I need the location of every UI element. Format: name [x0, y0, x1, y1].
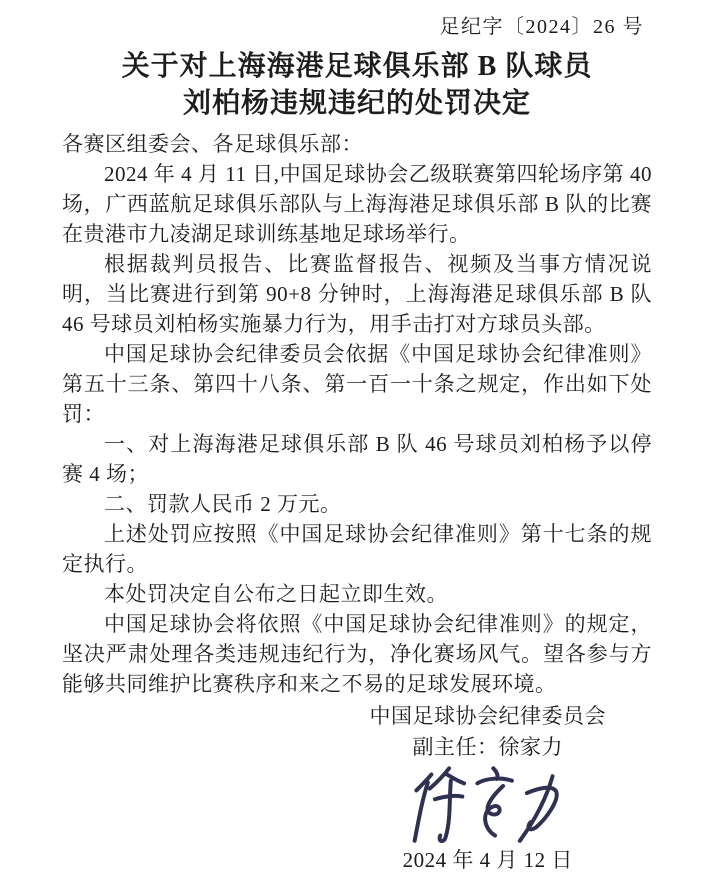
document-title-line2: 刘柏杨违规违纪的处罚决定 — [182, 88, 531, 119]
paragraph-effective-clause: 本处罚决定自公布之日起立即生效。 — [104, 582, 448, 606]
penalty-item-2: 二、罚款人民币 2 万元。 — [104, 492, 342, 516]
document-body — [62, 129, 652, 699]
handwritten-signature-icon — [393, 763, 583, 847]
signer-name-and-title: 副主任：徐家力 — [412, 735, 563, 759]
signature-block — [370, 702, 607, 874]
salutation: 各赛区组委会、各足球俱乐部： — [62, 132, 363, 156]
signature-strokes — [414, 768, 556, 841]
document-number: 足纪字〔2024〕26 号 — [439, 16, 644, 38]
document-title-line1: 关于对上海海港足球俱乐部 B 队球员 — [121, 51, 593, 82]
paragraph-incident-description: 根据裁判员报告、比赛监督报告、视频及当事方情况说明，当比赛进行到第 90+8 分钟时，上海海港足球俱乐部 B 队 46 号球员刘柏杨实施暴力行为，用手击打对方球员头部。 — [62, 252, 652, 336]
document-title — [62, 48, 652, 122]
paragraph-execution-clause: 上述处罚应按照《中国足球协会纪律准则》第十七条的规定执行。 — [62, 522, 652, 576]
paragraph-legal-basis: 中国足球协会纪律委员会依据《中国足球协会纪律准则》第五十三条、第四十八条、第一百一十条之规定，作出如下处罚： — [62, 342, 652, 426]
paragraph-closing-statement: 中国足球协会将依照《中国足球协会纪律准则》的规定，坚决严肃处理各类违规违纪行为，净化赛场风气。望各参与方能够共同维护比赛秩序和来之不易的足球发展环境。 — [62, 612, 652, 696]
paragraph-match-info: 2024 年 4 月 11 日,中国足球协会乙级联赛第四轮场序第 40 场，广西蓝航足球俱乐部队与上海海港足球俱乐部 B 队的比赛在贵港市九凌湖足球训练基地足球场举行。 — [62, 162, 652, 246]
signing-organization: 中国足球协会纪律委员会 — [369, 704, 606, 728]
document-date: 2024 年 4 月 12 日 — [402, 848, 573, 872]
penalty-item-1: 一、对上海海港足球俱乐部 B 队 46 号球员刘柏杨予以停赛 4 场； — [62, 432, 652, 486]
